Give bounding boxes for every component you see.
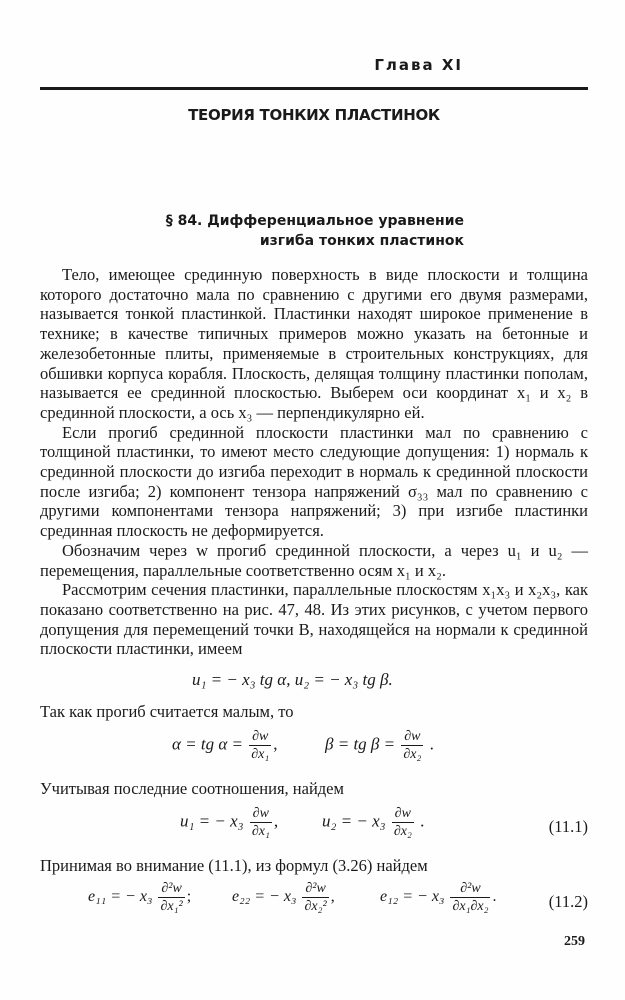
page-number: 259 (564, 934, 585, 949)
e22-lhs: e₂₂ = − x₃ (232, 888, 297, 906)
fraction-dw-dx1 (250, 805, 272, 840)
frac-num: ∂w (249, 728, 271, 746)
fraction-d2w-dx2sq (302, 880, 328, 915)
fraction-d2w-dx1dx2 (450, 880, 490, 915)
formula-e11: e₁₁ = − x₃ $\frac{\text{∂²w}}{\text{∂x₁²}}$ ; (88, 881, 192, 914)
text-line-1: Так как прогиб считается малым, то (40, 702, 294, 721)
frac-den: ∂x₂² (304, 899, 327, 914)
formula-11-1 (40, 805, 588, 849)
frac-num: ∂w (250, 805, 272, 823)
formula-u2: u₂ = − x₃ $\frac{\partial w}{\text{∂x₂}}$ . (322, 806, 425, 839)
frac-den: ∂x₁ (251, 824, 270, 839)
equation-number-11-2: (11.2) (548, 892, 588, 911)
frac-den: ∂x₁∂x₂ (452, 899, 489, 914)
fraction-dw-dx1 (249, 728, 271, 763)
paragraph-2: Если прогиб срединной плоскости пластинки мал по сравнению с толщиной пластинки, то имеют место следующие допущения: 1) нормаль к срединной плоскости до изгиба переходит в нормаль к срединной плоскости после изгиба; 2) компонент тензора напряжений σ₃₃ мал по сравнению с другими компонентами тензора напряжений; 3) при изгибе пластинки срединная плоскость не деформируется. (40, 422, 588, 541)
frac-num: ∂²w (158, 880, 184, 898)
paragraph-4: Рассмотрим сечения пластинки, параллельные плоскостям x₁x₃ и x₂x₃, как показано соответственно на рис. 47, 48. Из этих рисунков, с учетом первого допущения для перемещений точки B, находящейся на нормали к срединной плоскости пластинки, имеем (40, 580, 588, 659)
formula-11-2 (40, 880, 588, 926)
formula-displacements (40, 670, 588, 694)
frac-den: ∂x₁ (251, 747, 270, 762)
frac-num: ∂w (392, 805, 414, 823)
text-line-3: Принимая во внимание (11.1), из формул (3.26) найдем (40, 856, 428, 875)
header-rule (40, 87, 588, 90)
formula-beta: β = tg β = $\frac{\partial w}{\text{∂x₂}}$ . (325, 729, 434, 762)
fraction-d2w-dx1sq (158, 880, 184, 915)
formula-u-tg: u₁ = − x₃ tg α, u₂ = − x₃ tg β. (192, 670, 393, 689)
frac-den: ∂x₁² (160, 899, 183, 914)
section-heading (40, 211, 464, 251)
beta-lhs: β = tg β = (325, 734, 396, 754)
formula-angles (40, 728, 588, 772)
frac-num: ∂w (401, 728, 423, 746)
formula-e22: e₂₂ = − x₃ $\frac{\text{∂²w}}{\text{∂x₂²}}$ , (232, 881, 335, 914)
fraction-dw-dx2 (392, 805, 414, 840)
formula-u1: u₁ = − x₃ $\frac{\partial w}{\text{∂x₁}}$ , (180, 806, 279, 839)
chapter-title: ТЕОРИЯ ТОНКИХ ПЛАСТИНОК (188, 106, 440, 124)
u1-lhs: u₁ = − x₃ (180, 811, 244, 831)
e11-lhs: e₁₁ = − x₃ (88, 888, 153, 906)
paragraph-1: Тело, имеющее срединную поверхность в виде плоскости и толщина которого достаточно мала по сравнению с другими его двумя размерами, называется тонкой пластинкой. Пластинки находят широкое применение в технике; в качестве типичных примеров можно указать на бетонные и железобетонные плиты, применяемые в строительных конструкциях, для обшивки корпуса корабля. Плоскость, делящая толщину пластинки пополам, называется ее срединной плоскостью. Выберем оси координат x₁ и x₂ в срединной плоскости, а ось x₃ — перпендикулярно ей. (40, 265, 588, 422)
section-heading-line-1: § 84. Дифференциальное уравнение (165, 213, 464, 229)
fraction-dw-dx2 (401, 728, 423, 763)
paragraph-3: Обозначим через w прогиб срединной плоскости, а через u₁ и u₂ — перемещения, параллельные соответственно осям x₁ и x₂. (40, 540, 588, 580)
equation-number-11-1: (11.1) (548, 817, 588, 836)
u2-lhs: u₂ = − x₃ (322, 811, 386, 831)
alpha-lhs: α = tg α = (172, 734, 244, 754)
chapter-heading: Глава XI (374, 56, 463, 74)
frac-den: ∂x₂ (403, 747, 422, 762)
frac-num: ∂²w (302, 880, 328, 898)
text-line-2: Учитывая последние соотношения, найдем (40, 779, 344, 798)
frac-den: ∂x₂ (393, 824, 412, 839)
frac-num: ∂²w (450, 880, 490, 898)
body-text (40, 265, 588, 659)
formula-alpha: α = tg α = $\frac{\partial w}{\text{∂x₁}}$ , (172, 729, 278, 762)
e12-lhs: e₁₂ = − x₃ (380, 888, 445, 906)
formula-e12: e₁₂ = − x₃ $\frac{\text{∂²w}}{\text{∂x₁∂x₂}}$ . (380, 881, 497, 914)
section-heading-line-2: изгиба тонких пластинок (259, 233, 464, 249)
